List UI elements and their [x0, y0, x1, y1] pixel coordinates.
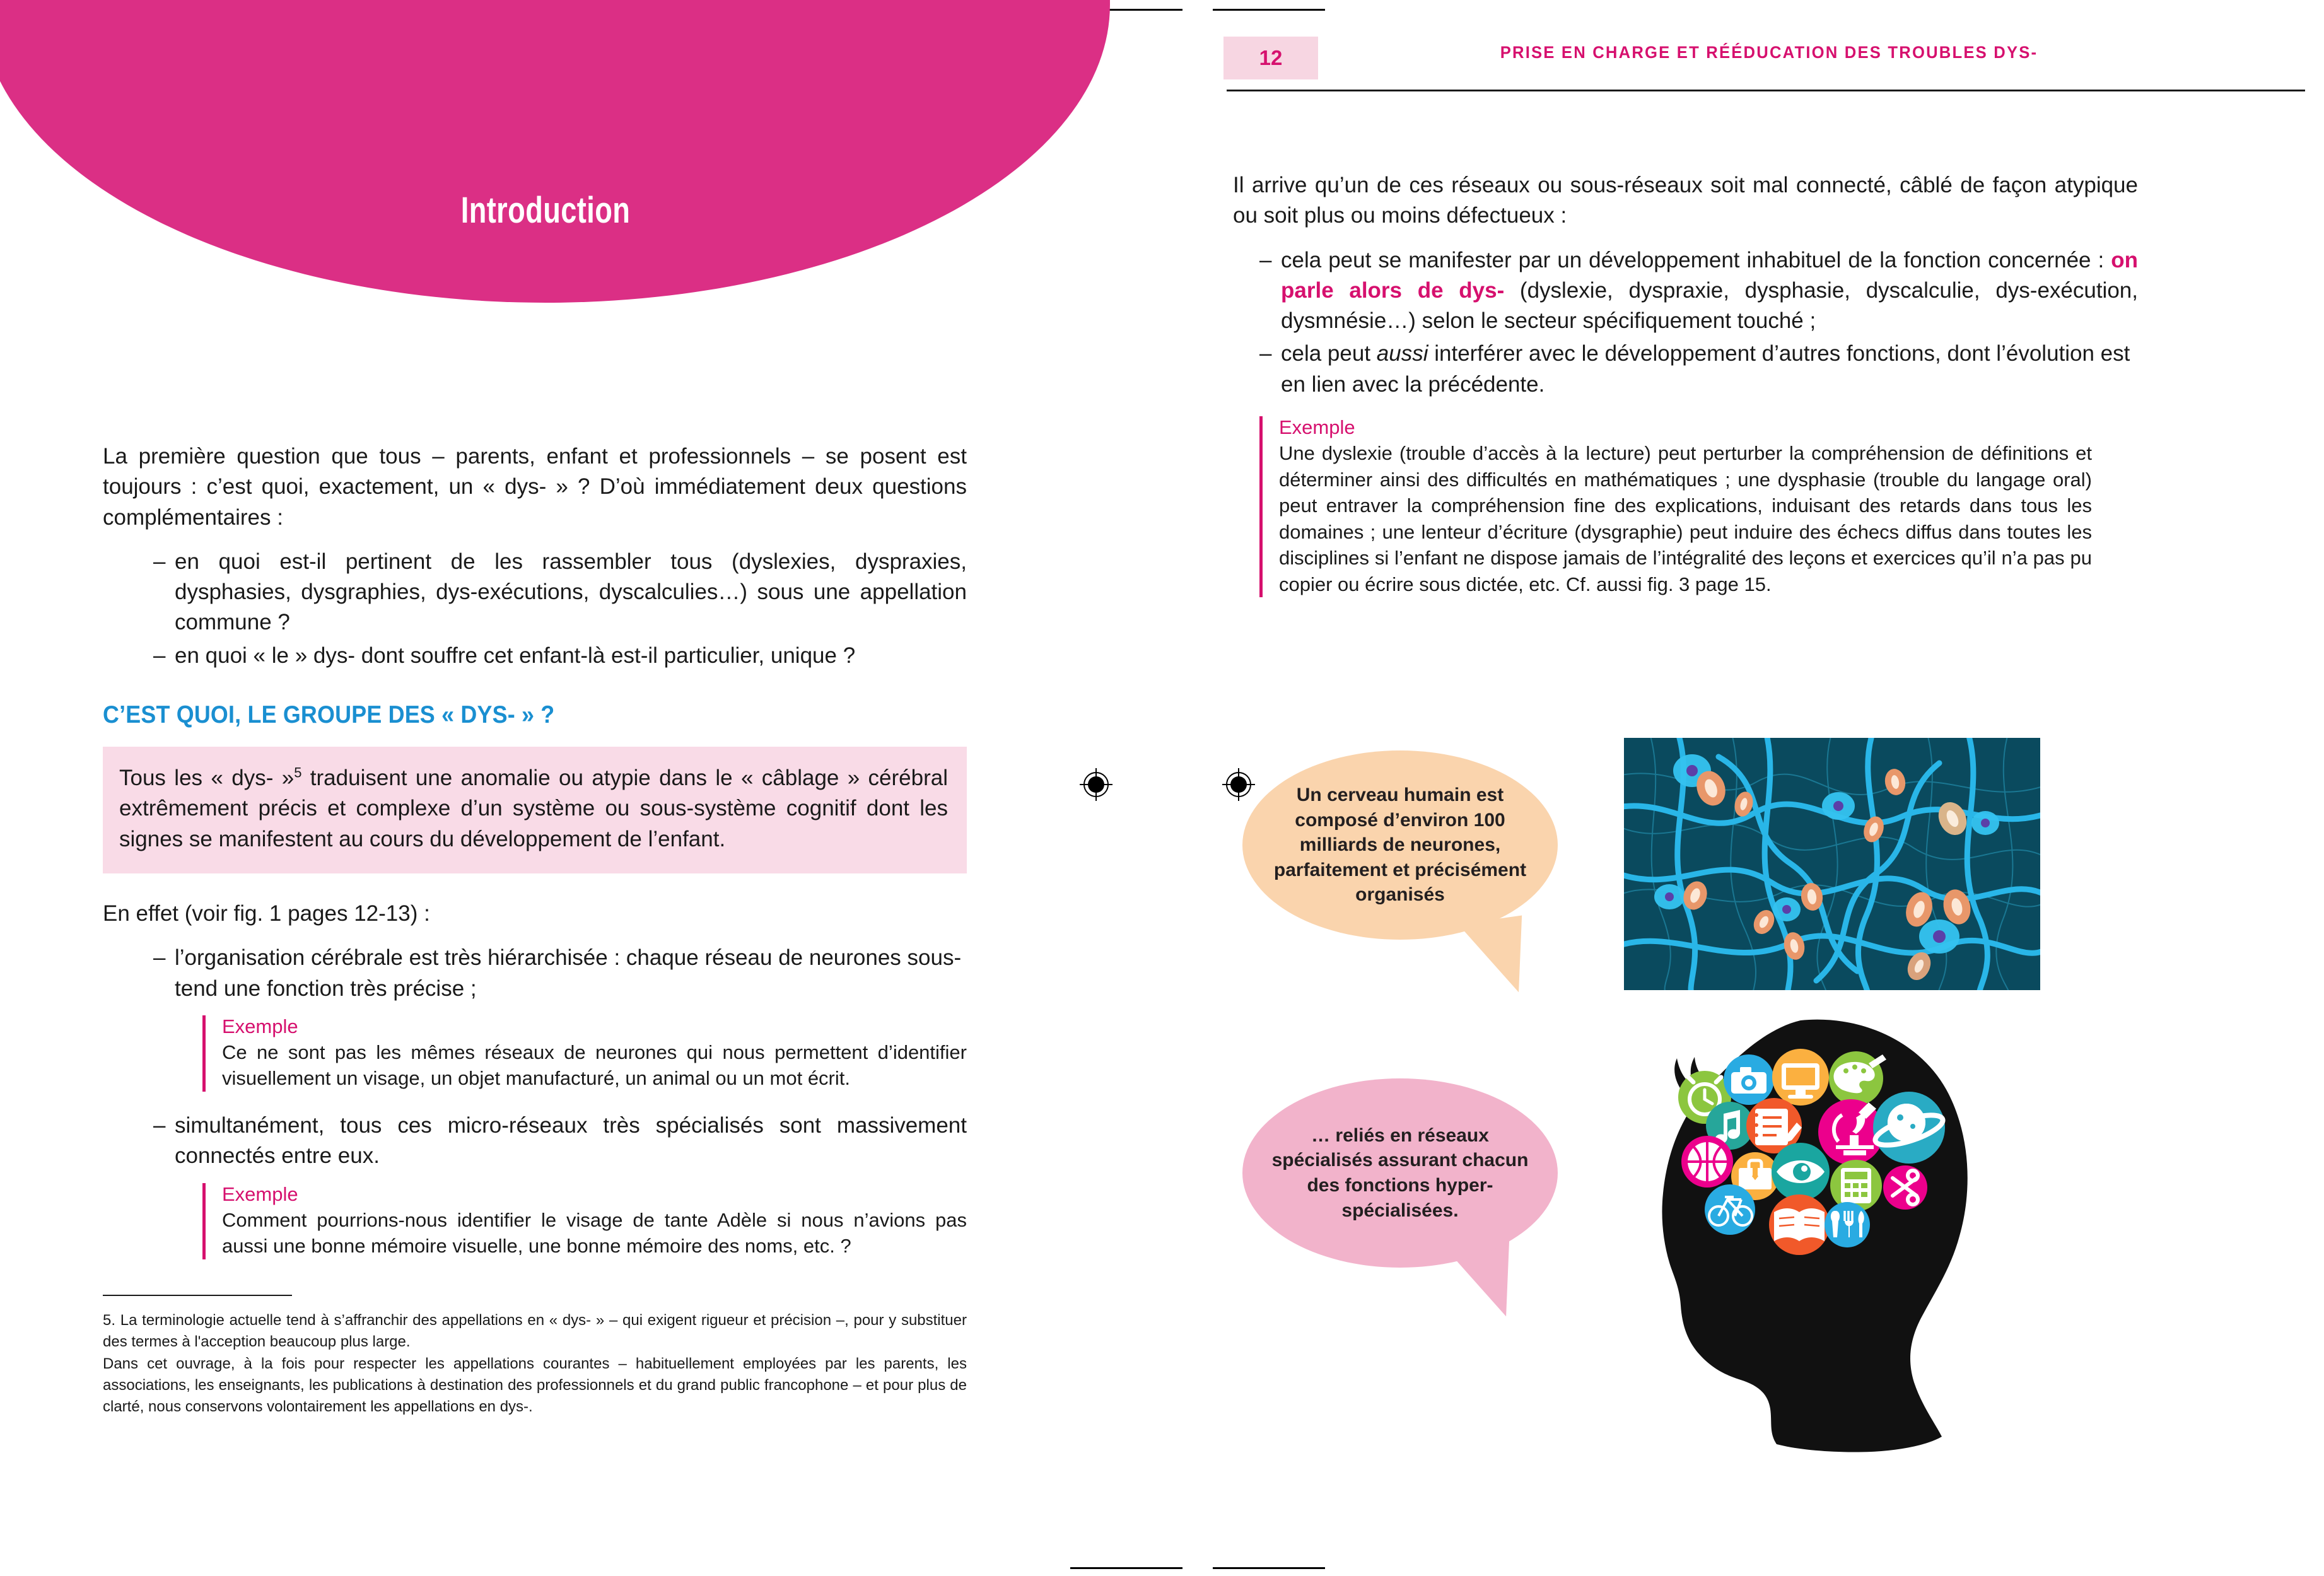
cutlery-icon: [1825, 1202, 1870, 1247]
footnote-block: [103, 1310, 967, 1418]
emphasis-dys: on parle alors de dys-: [1281, 247, 2138, 303]
speech-bubble-networks: [1242, 1078, 1558, 1268]
basketball-icon: [1681, 1136, 1733, 1188]
list-item-label-post: interférer avec le développement d’autres fonctions, dont l’évolution est en lien avec la précédente.: [1281, 341, 2130, 397]
calculator-icon: [1830, 1160, 1882, 1211]
right-page: [1233, 0, 2324, 1576]
neuron-network-illustration: [1624, 738, 2040, 990]
example-text: Une dyslexie (trouble d’accès à la lecture) peut perturber la compréhension de définitions et déterminer ainsi des difficultés en mathématiques ; une dysphasie (trouble du langage oral) peut entraver la compréhension fine des explications, induisant des retards dans tous les domaines ; une lenteur d’écriture (dysgraphie) peut induire des échecs diffus dans toutes les disciplines si l’enfant ne dispose jamais de l’intégralité des leçons et exercices qu’il n’a pas pu copier ou écrire sous dictée, etc. Cf. aussi fig. 3 page 15.: [1279, 442, 2092, 595]
head-with-icons-illustration: [1611, 1009, 2047, 1463]
bullet-dash: –: [153, 643, 166, 668]
example-callout-1: [202, 1015, 967, 1092]
highlight-text-rest: traduisent une anomalie ou atypie dans le « câblage » cérébral extrêmement précis et complexe d’un système ou sous-système cognitif dont les signes se manifestent au cours du développement de l’enfant.: [119, 766, 949, 851]
example-label: Exemple: [222, 1015, 298, 1037]
speech-bubble-text: … reliés en réseaux spécialisés assurant chacun des fonctions hyper-spécialisées.: [1271, 1124, 1529, 1221]
list-item-label: en quoi « le » dys- dont souffre cet enfant-là est-il particulier, unique ?: [175, 643, 856, 668]
highlight-text: [119, 763, 948, 855]
bullet-dash: –: [153, 1112, 166, 1138]
example-text: Comment pourrions-nous identifier le visage de tante Adèle si nous n’avions pas aussi une bonne mémoire visuelle, une bonne mémoire des noms, etc. ?: [222, 1208, 967, 1258]
list-item: [1259, 245, 2138, 337]
list-item-label-pre: cela peut se manifester par un développement inhabituel de la fonction concernée :: [1281, 247, 2111, 272]
example-text: Ce ne sont pas les mêmes réseaux de neurones qui nous permettent d’identifier visuellement un visage, un objet manufacturé, un animal ou un mot écrit.: [222, 1041, 967, 1090]
left-page: [0, 0, 1097, 1576]
list-item: [153, 1111, 967, 1172]
eye-icon: [1772, 1143, 1830, 1201]
right-column: [1233, 170, 2138, 616]
right-bullet-list: [1259, 245, 2138, 400]
figure-group: [1233, 738, 2324, 1507]
highlight-text-main: Tous les « dys- »: [119, 766, 295, 791]
example-label: Exemple: [1279, 416, 1355, 439]
scissors-icon: [1883, 1165, 1927, 1210]
introduction-banner: [0, 0, 1110, 303]
en-effet-paragraph: En effet (voir fig. 1 pages 12-13) :: [103, 901, 430, 926]
lead-paragraph: Il arrive qu’un de ces réseaux ou sous-réseaux soit mal connecté, câblé de façon atypique ou soit plus ou moins défectueux :: [1233, 173, 2138, 228]
list-item: [153, 547, 967, 638]
example-callout-2: [202, 1183, 967, 1259]
effet-bullet-list: [153, 943, 967, 1259]
bicycle-icon: [1705, 1184, 1755, 1235]
section-heading: C’EST QUOI, LE GROUPE DES « DYS- » ?: [103, 701, 555, 729]
running-head: PRISE EN CHARGE ET RÉÉDUCATION DES TROUBLES DYS-: [1500, 43, 2038, 62]
head-silhouette-figure: [1611, 1009, 2047, 1463]
page-title: Introduction: [460, 190, 631, 231]
footnote-line: Dans cet ouvrage, à la fois pour respecter les appellations courantes – habituellement employées par les parents, les associations, les enseignants, les publications à destination des professionnels et du grand public francophone – et pour plus de clarté, nous conservons volontairement les appellations en dys-.: [103, 1355, 967, 1415]
speech-bubble-neurons: [1242, 750, 1558, 940]
header-rule: [1227, 90, 2305, 91]
list-item: [153, 641, 967, 671]
neuron-network-figure: [1624, 738, 2040, 990]
intro-paragraph: La première question que tous – parents, enfant et professionnels – se posent est toujours : c’est quoi, exactement, un « dys- » ? D’où immédiatement deux questions complémentaires :: [103, 444, 967, 530]
highlight-callout-box: [103, 747, 967, 873]
list-item-label: simultanément, tous ces micro-réseaux très spécialisés sont massivement connectés entre eux.: [175, 1112, 967, 1169]
example-label: Exemple: [222, 1182, 298, 1205]
speech-bubble-text: Un cerveau humain est composé d’environ 100 milliards de neurones, parfaitement et précisément organisés: [1273, 785, 1527, 906]
example-callout-right: [1259, 416, 2092, 597]
left-column: [103, 441, 967, 1418]
bullet-dash: –: [1259, 341, 1272, 366]
page-number: 12: [1259, 46, 1283, 69]
list-item: [153, 943, 967, 1004]
bullet-dash: –: [153, 549, 166, 574]
footnote-line: 5. La terminologie actuelle tend à s’affranchir des appellations en « dys- » – qui exigent rigueur et précision –, pour y substituer des termes à l'acception beaucoup plus large.: [103, 1311, 967, 1350]
monitor-icon: [1772, 1049, 1829, 1106]
bullet-dash: –: [153, 945, 166, 971]
list-item: [1259, 339, 2138, 400]
bullet-dash: –: [1259, 247, 1272, 272]
list-item-label: l’organisation cérébrale est très hiérarchisée : chaque réseau de neurones sous-tend une fonction très précise ;: [175, 945, 962, 1001]
footnote-separator: [103, 1295, 292, 1296]
list-item-label: en quoi est-il pertinent de les rassembler tous (dyslexies, dyspraxies, dysphasies, dysgraphies, dys-exécutions, dyscalculies…) sous une appellation commune ?: [175, 549, 967, 635]
list-item-label-post: (dyslexie, dyspraxie, dysphasie, dyscalculie, dys-exécution, dysmnésie…) selon le secteur spécifiquement touché ;: [1281, 277, 2138, 334]
intro-bullet-list: [153, 547, 967, 671]
list-item-label-pre: cela peut: [1281, 341, 1377, 366]
camera-icon: [1724, 1054, 1774, 1105]
open-book-icon: [1769, 1194, 1830, 1255]
footnote-ref: 5: [294, 764, 302, 781]
emphasis-aussi: aussi: [1376, 341, 1428, 366]
